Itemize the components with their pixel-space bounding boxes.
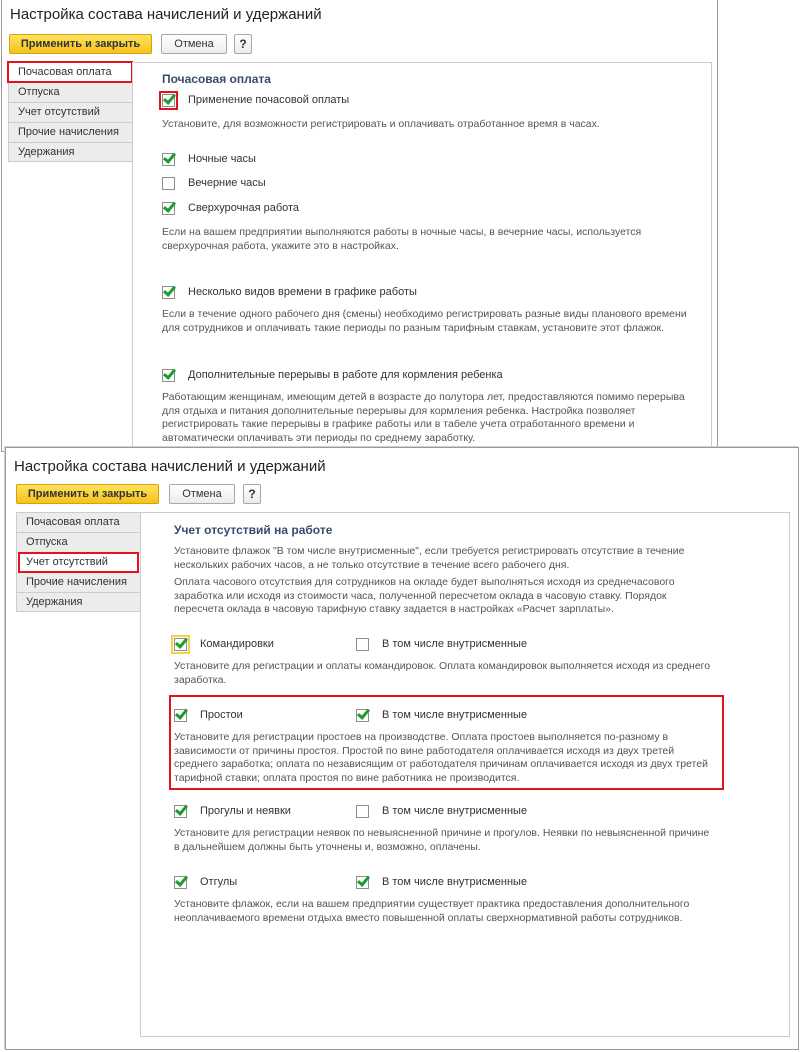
business-trips-label: Командировки xyxy=(200,638,274,650)
time-off-row[interactable] xyxy=(174,874,237,890)
time-off-checkbox[interactable] xyxy=(174,876,187,889)
shift-description: Если на вашем предприятии выполняются работы в ночные часы, в вечерние часы, используется сверхурочная работа, укажите это в настройках. xyxy=(162,226,642,252)
downtime-within-shift-row[interactable] xyxy=(356,707,527,723)
hourly-pay-label: Применение почасовой оплаты xyxy=(188,94,350,106)
help-button[interactable]: ? xyxy=(243,484,261,504)
sidebar-item-other-accruals[interactable]: Прочие начисления xyxy=(8,122,133,142)
time-off-within-shift-row[interactable] xyxy=(356,874,527,890)
content-panel xyxy=(140,512,790,1037)
downtime-checkbox[interactable] xyxy=(174,709,187,722)
multi-time-description: Если в течение одного рабочего дня (смены) необходимо регистрировать разные виды планового времени для сотрудников и оплачивать такие периоды по разным тарифным ставкам, установите этот флажок. xyxy=(162,308,687,334)
time-off-description: Установите флажок, если на вашем предприятии существует практика предоставления дополнительного неоплачиваемого времени отдыха вместо повышенной оплаты сверхнормативной работы сотрудников. xyxy=(174,898,690,924)
downtime-within-shift-label: В том числе внутрисменные xyxy=(382,709,528,721)
business-trips-checkbox[interactable] xyxy=(174,638,187,651)
overtime-checkbox[interactable] xyxy=(162,202,175,215)
sidebar-item-deductions[interactable]: Удержания xyxy=(8,142,133,162)
hourly-pay-row[interactable] xyxy=(162,92,349,108)
sidebar-item-absences[interactable]: Учет отсутствий xyxy=(16,552,141,572)
absences-checkbox[interactable] xyxy=(174,805,187,818)
absences-label: Прогулы и неявки xyxy=(200,805,291,817)
multi-time-label: Несколько видов времени в графике работы xyxy=(188,286,417,298)
feeding-breaks-label: Дополнительные перерывы в работе для кормления ребенка xyxy=(188,369,503,381)
feeding-breaks-description: Работающим женщинам, имеющим детей в возрасте до полутора лет, предоставляются помимо перерыва для отдыха и питания дополнительные перерывы для кормления ребенка. Настройка позволяет регистрировать такие перерывы в графике работы или в табеле учета отработанного времени и автоматически оплачивать эти периоды по среднему заработку. xyxy=(162,391,685,444)
sidebar-item-vacations[interactable]: Отпуска xyxy=(16,532,141,552)
settings-window-hourly xyxy=(1,0,718,452)
help-button[interactable]: ? xyxy=(234,34,252,54)
apply-close-button[interactable]: Применить и закрыть xyxy=(9,34,152,54)
intro-description-2: Оплата часового отсутствия для сотрудников на окладе будет выполняться исходя из среднечасового заработка или исходя из стоимости часа, полученной пересчетом оклада в часовую ставку. Порядок пересчета оклада в часовую тарифную ставку задается в настройках «Расчет зарплаты». xyxy=(174,576,675,615)
multi-time-row[interactable] xyxy=(162,284,417,300)
business-trips-row[interactable] xyxy=(174,636,274,652)
business-trips-within-shift-checkbox[interactable] xyxy=(356,638,369,651)
sidebar-item-hourly-pay[interactable]: Почасовая оплата xyxy=(8,62,133,82)
section-title: Учет отсутствий на работе xyxy=(174,523,333,537)
overtime-row[interactable] xyxy=(162,200,299,216)
absences-description: Установите для регистрации неявок по невыясненной причине и прогулов. Неявки по невыясненной причине в дальнейшем должны быть уточнены и, возможно, оплачены. xyxy=(174,827,710,853)
hourly-pay-description: Установите, для возможности регистрировать и оплачивать отработанное время в часах. xyxy=(162,118,600,130)
time-off-within-shift-label: В том числе внутрисменные xyxy=(382,876,528,888)
sidebar-nav xyxy=(8,62,133,162)
night-hours-row[interactable] xyxy=(162,151,256,167)
downtime-row[interactable] xyxy=(174,707,243,723)
cancel-button[interactable]: Отмена xyxy=(161,34,227,54)
intro-description-1: Установите флажок "В том числе внутрисменные", если требуется регистрировать отсутствие в течение нескольких рабочих часов, а не только отсутствие в течение всего рабочего дня. xyxy=(174,545,685,571)
business-trips-description: Установите для регистрации и оплаты командировок. Оплата командировок выполняется исходя из среднего заработка. xyxy=(174,660,711,686)
downtime-within-shift-checkbox[interactable] xyxy=(356,709,369,722)
section-title: Почасовая оплата xyxy=(162,72,271,86)
overtime-label: Сверхурочная работа xyxy=(188,202,300,214)
hourly-pay-checkbox[interactable] xyxy=(162,94,175,107)
time-off-label: Отгулы xyxy=(200,876,238,888)
cancel-button[interactable]: Отмена xyxy=(169,484,235,504)
window-title: Настройка состава начислений и удержаний xyxy=(10,6,322,23)
sidebar-item-hourly-pay[interactable]: Почасовая оплата xyxy=(16,512,141,532)
absences-row[interactable] xyxy=(174,803,291,819)
absences-within-shift-label: В том числе внутрисменные xyxy=(382,805,528,817)
sidebar-nav xyxy=(16,512,141,612)
content-panel xyxy=(132,62,712,452)
night-hours-checkbox[interactable] xyxy=(162,153,175,166)
sidebar-item-other-accruals[interactable]: Прочие начисления xyxy=(16,572,141,592)
apply-close-button[interactable]: Применить и закрыть xyxy=(16,484,159,504)
sidebar-item-vacations[interactable]: Отпуска xyxy=(8,82,133,102)
business-trips-within-shift-label: В том числе внутрисменные xyxy=(382,638,528,650)
time-off-within-shift-checkbox[interactable] xyxy=(356,876,369,889)
multi-time-checkbox[interactable] xyxy=(162,286,175,299)
sidebar-item-deductions[interactable]: Удержания xyxy=(16,592,141,612)
absences-within-shift-checkbox[interactable] xyxy=(356,805,369,818)
sidebar-item-absences[interactable]: Учет отсутствий xyxy=(8,102,133,122)
night-hours-label: Ночные часы xyxy=(188,153,256,165)
downtime-description: Установите для регистрации простоев на производстве. Оплата простоев выполняется по-разному в зависимости от причины простоя. Простой по вине работодателя оплачивается исходя из двух третей среднего заработка; оплата по независящим от работодателя причинам оплачивается исходя из двух третей тарифной ставки; оплата простоя по вине работника не производится. xyxy=(174,731,708,784)
feeding-breaks-row[interactable] xyxy=(162,367,503,383)
absences-within-shift-row[interactable] xyxy=(356,803,527,819)
feeding-breaks-checkbox[interactable] xyxy=(162,369,175,382)
evening-hours-row[interactable] xyxy=(162,175,266,191)
evening-hours-checkbox[interactable] xyxy=(162,177,175,190)
evening-hours-label: Вечерние часы xyxy=(188,177,266,189)
settings-window-absences xyxy=(5,447,799,1050)
window-title: Настройка состава начислений и удержаний xyxy=(14,458,326,475)
business-trips-within-shift-row[interactable] xyxy=(356,636,527,652)
downtime-label: Простои xyxy=(200,709,243,721)
